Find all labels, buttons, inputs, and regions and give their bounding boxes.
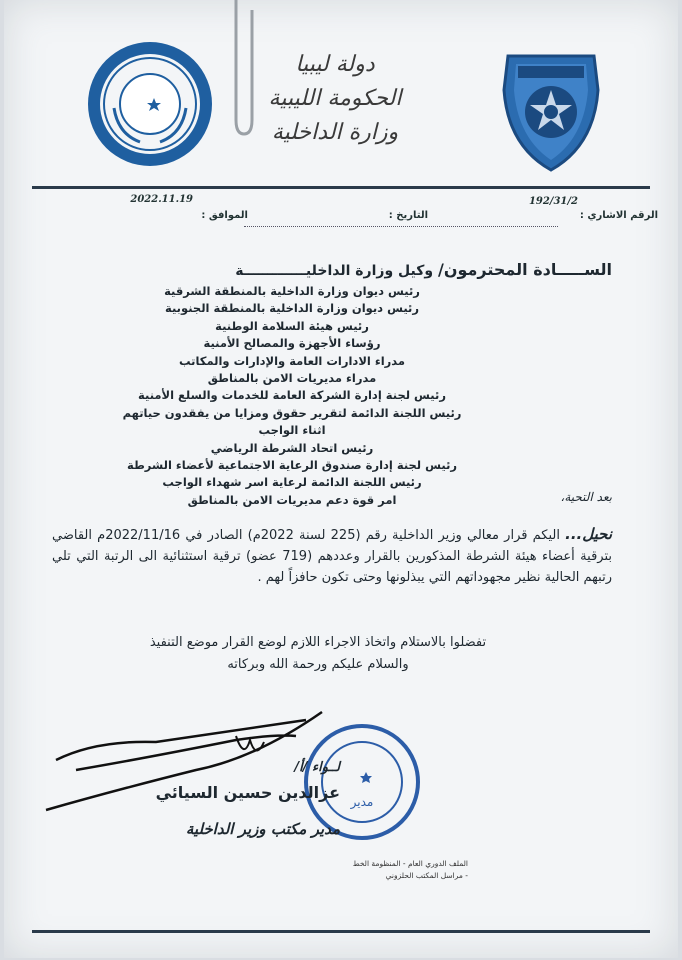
ref-value: 192/31/2 <box>528 196 578 207</box>
closing <box>108 632 528 676</box>
signatory-block <box>156 760 340 838</box>
ref-label: الرقم الاشاري : <box>579 210 658 221</box>
ref-underline <box>244 226 558 227</box>
signatory-rank: لــواء /أ/ <box>294 760 340 775</box>
salutation-label: الســـــادة المحترمون/ <box>437 260 612 279</box>
header-government: الحكومة الليبية <box>268 86 402 111</box>
body-paragraph <box>52 524 612 588</box>
header-country: دولة ليبيا <box>295 52 375 77</box>
footer-rule <box>32 930 650 933</box>
recipients-block <box>52 260 612 509</box>
signatory-name: عزالدين حسين السيائي <box>155 783 340 802</box>
body-lead: نحيل... <box>565 525 612 543</box>
header-rule <box>32 186 650 189</box>
list-item: رئيس هيئة السلامة الوطنية <box>215 318 369 333</box>
greeting: بعد التحية، <box>560 490 612 504</box>
corresponds-value: 2022.11.19 <box>130 194 193 205</box>
list-item: رئيس ديوان وزارة الداخلية بالمنطقة الشرقية <box>164 284 420 298</box>
list-item: مدراء مديريات الامن بالمناطق <box>207 371 377 386</box>
list-item: رئيس ديوان وزارة الداخلية بالمنطقة الجنوبية <box>165 301 419 316</box>
list-item: رئيس اتحاد الشرطة الرياضي <box>210 440 374 455</box>
footer-note <box>353 858 468 882</box>
recipient-list <box>122 283 462 509</box>
list-item: رئيس اللجنة الدائمة لرعاية اسر شهداء الواجب <box>162 475 422 490</box>
list-item: مدراء الادارات العامة والإدارات والمكاتب <box>178 353 406 368</box>
stamp-center-text: مدير <box>350 795 374 809</box>
footer-note-line-2: - مراسل المكتب الحلزوني <box>385 871 468 880</box>
libyan-government-seal-icon <box>84 38 216 170</box>
salutation <box>52 260 612 279</box>
closing-line-2: والسلام عليكم ورحمة الله وبركاته <box>227 657 409 672</box>
closing-line-1: تفضلوا بالاستلام واتخاذ الاجراء اللازم لوضع القرار موضع التنفيذ <box>149 635 487 650</box>
list-item: رئيس لجنة إدارة الشركة العامة للخدمات والسلع الأمنية <box>138 388 446 403</box>
signatory-title: مدير مكتب وزير الداخلية <box>185 820 340 838</box>
list-item: رؤساء الأجهزة والمصالح الأمنية <box>203 336 381 351</box>
footer-note-line-1: الملف الدوري العام - المنظومة الخط <box>352 859 468 868</box>
letterhead <box>250 48 420 150</box>
list-item: امر قوة دعم مديريات الامن بالمناطق <box>187 492 397 507</box>
salutation-first: وكيل وزارة الداخليـــــــــــــة <box>235 263 434 279</box>
list-item: رئيس اللجنة الدائمة لتقرير حقوق ومزايا من يفقدون حياتهم اثناء الواجب <box>122 405 462 438</box>
list-item: رئيس لجنة إدارة صندوق الرعاية الاجتماعية لأعضاء الشرطة <box>126 458 458 473</box>
document-page <box>4 0 678 958</box>
date-label: التاريخ : <box>388 210 428 221</box>
ministry-interior-badge-icon <box>498 50 604 174</box>
body-text: اليكم قرار معالي وزير الداخلية رقم (225 لسنة 2022م) الصادر في 2022/11/16م القاضي بترقية أعضاء هيئة الشرطة المذكورين بالقرار وعددهم (719 عضو) ترقية استثنائية الى الرتبة التي تلي رتبهم الحالية نظير مجهوداتهم التي يبذلونها وحتى تكون حافزاً لهم . <box>52 528 612 585</box>
corresponds-label: الموافق : <box>201 210 248 221</box>
reference-row <box>34 196 658 226</box>
header-ministry: وزارة الداخلية <box>271 120 399 145</box>
